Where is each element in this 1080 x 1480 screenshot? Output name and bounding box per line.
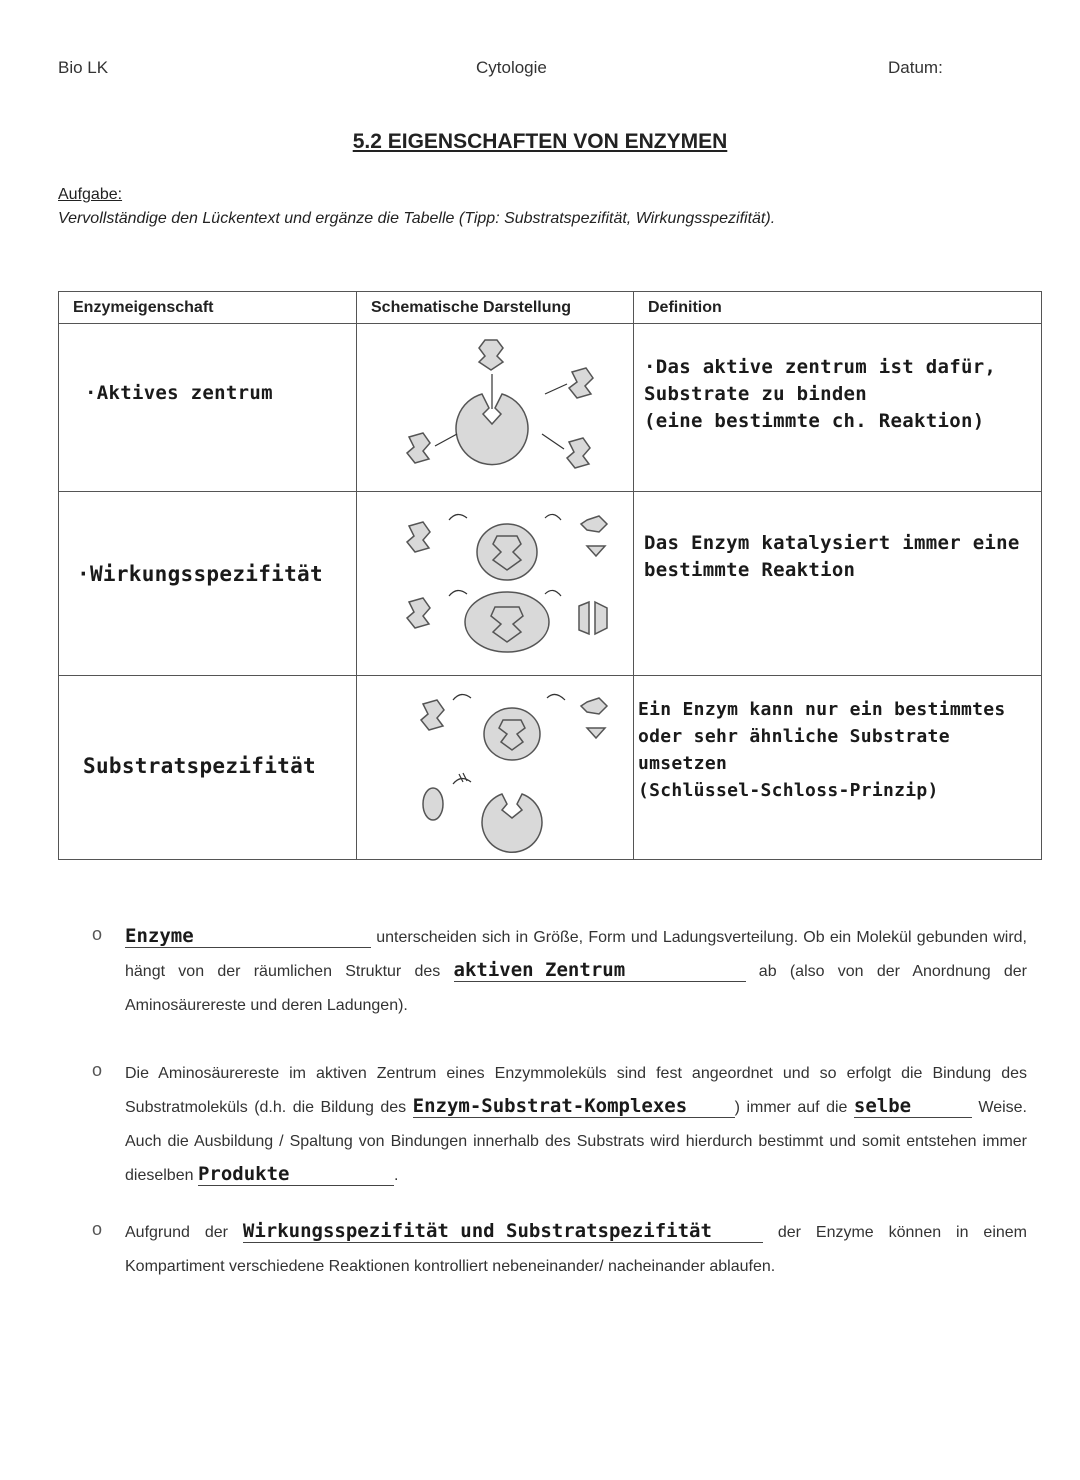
column-header: Definition [634, 292, 1042, 324]
column-header: Schematische Darstellung [357, 292, 634, 324]
enzyme-shape [482, 794, 542, 852]
cloze-answer[interactable]: Enzyme [125, 925, 371, 948]
substrate-shape [479, 340, 503, 370]
cloze-answer[interactable]: selbe [854, 1095, 972, 1118]
task-label: Aufgabe: [58, 186, 123, 203]
product-shape [579, 602, 589, 634]
task-text: Vervollständige den Lückentext und ergänze die Tabelle (Tipp: Substratspezifität, Wirkungsspezifität). [58, 210, 776, 227]
paragraph-text: . [393, 1167, 399, 1184]
substrate-shape [421, 700, 444, 730]
arrow [547, 694, 565, 700]
topic-label: Cytologie [476, 58, 547, 77]
arrow [435, 434, 457, 446]
definition-line: Substrate zu binden [644, 383, 868, 405]
definition-line: (eine bestimmte ch. Reaktion) [644, 410, 985, 432]
definition-line: oder sehr ähnliche Substrate [638, 726, 950, 747]
definition-cell [634, 492, 1041, 584]
product-shape [581, 698, 607, 714]
substrate-shape [567, 438, 590, 468]
property-cell: ·Wirkungsspezifität [77, 562, 323, 586]
definition-cell [634, 324, 1041, 435]
property-cell: Substratspezifität [83, 754, 316, 778]
cloze-paragraph-2 [125, 1057, 1027, 1193]
substrate-shape [407, 522, 430, 552]
paragraph-text: Aufgrund der [125, 1224, 243, 1241]
bullet-marker: o [92, 924, 103, 944]
arrow [542, 434, 564, 449]
page-title: 5.2 EIGENSCHAFTEN VON ENZYMEN [352, 130, 728, 153]
bullet-marker: o [92, 1060, 103, 1080]
paragraph-text: ) immer auf die [734, 1099, 854, 1116]
cloze-answer[interactable]: Produkte [198, 1163, 394, 1186]
table-row [59, 492, 1042, 676]
substrate-shape [407, 433, 430, 463]
cloze-answer[interactable]: Enzym-Substrat-Komplexes [413, 1095, 735, 1118]
arrow [545, 384, 567, 394]
paragraph-text: der Enzyme können in einem Kompartiment verschiedene Reaktionen kontrolliert nebeneinander/ nacheinander ablaufen. [125, 1224, 1028, 1275]
arrow [545, 590, 561, 596]
substrate-specificity-diagram [357, 676, 634, 859]
property-cell: ·Aktives zentrum [85, 382, 273, 404]
substrate-shape [423, 788, 443, 820]
date-label: Datum: [888, 58, 943, 77]
paragraph-text: ab (also von der Anordnung der Aminosäurereste und deren Ladungen). [125, 963, 1027, 1014]
definition-cell [634, 676, 1041, 804]
definition-line: umsetzen [638, 753, 728, 774]
definition-line: (Schlüssel-Schloss-Prinzip) [638, 780, 939, 801]
cloze-answer[interactable]: aktiven Zentrum [454, 959, 746, 982]
paragraph-text: Weise. Auch die Ausbildung / Spaltung von Bindungen innerhalb des Substrats wird hierdurch bestimmt und somit entstehen immer dieselben [125, 1099, 1027, 1184]
enzyme-properties-table [58, 291, 1042, 860]
table-row [59, 324, 1042, 492]
definition-line: Das Enzym katalysiert immer eine [644, 532, 1020, 554]
definition-line: Ein Enzym kann nur ein bestimmtes [638, 699, 1006, 720]
arrow [449, 514, 467, 520]
substrate-shape [569, 368, 593, 398]
arrow [545, 514, 561, 520]
product-shape [587, 546, 605, 556]
course-label: Bio LK [58, 58, 109, 77]
table-header-row [59, 292, 1042, 324]
table-row [59, 676, 1042, 860]
product-shape [581, 516, 607, 532]
reaction-specificity-diagram [357, 492, 634, 675]
definition-line: bestimmte Reaktion [644, 559, 856, 581]
paragraph-text: Die Aminosäurereste im aktiven Zentrum eines Enzymmoleküls sind fest angeordnet und so erfolgt die Bindung des Substratmoleküls (d.h. die Bildung des [125, 1065, 1027, 1116]
active-site-diagram [357, 324, 634, 491]
bullet-marker: o [92, 1219, 103, 1239]
arrow [453, 694, 471, 700]
block-mark [463, 773, 467, 781]
substrate-shape [407, 598, 430, 628]
arrow [449, 590, 467, 596]
definition-line: ·Das aktive zentrum ist dafür, [644, 356, 997, 378]
cloze-paragraph-1 [125, 921, 1027, 1023]
paragraph-text: unterscheiden sich in Größe, Form und Ladungsverteilung. Ob ein Molekül gebunden wird, hängt von der räumlichen Struktur des [125, 929, 1027, 980]
column-header: Enzymeigenschaft [59, 292, 357, 324]
product-shape [587, 728, 605, 738]
cloze-paragraph-3 [125, 1216, 1027, 1284]
product-shape [595, 602, 607, 634]
cloze-answer[interactable]: Wirkungsspezifität und Substratspezifität [243, 1220, 763, 1243]
